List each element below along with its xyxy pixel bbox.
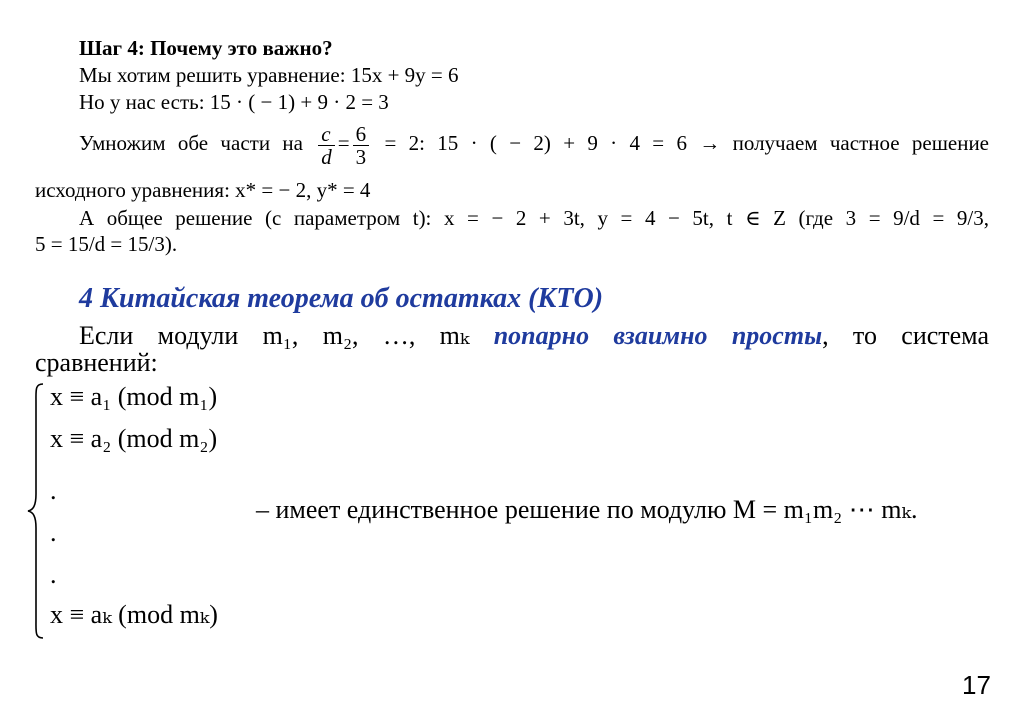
- ellipsis-dot-1: .: [50, 476, 57, 505]
- ellipsis-dot-3: .: [50, 560, 57, 589]
- multiply-line-prefix: Умножим обе части на: [79, 131, 303, 155]
- particular-solution-line: исходного уравнения: x* = − 2, y* = 4: [35, 178, 371, 202]
- multiply-line-rest: = 2: 15 · ( − 2) + 9 · 4 = 6 → получаем частное решение: [384, 131, 989, 155]
- ellipsis-dot-2: .: [50, 518, 57, 547]
- fraction-numerator: 6: [353, 123, 370, 146]
- coprime-highlight: попарно взаимно просты: [493, 321, 823, 350]
- system-brace-icon: [26, 382, 46, 640]
- equals-sign: =: [337, 131, 350, 155]
- fraction-numerator: c: [318, 123, 335, 146]
- page-number: 17: [962, 670, 991, 700]
- multiply-line: [79, 118, 989, 168]
- section-title: 4 Китайская теорема об остатках (КТО): [79, 283, 604, 314]
- crt-intro-suffix: , то система: [822, 321, 989, 350]
- general-solution-line-end: 5 = 15/d = 15/3).: [35, 232, 178, 256]
- crt-intro-prefix: Если модули m₁, m₂, …, mₖ: [79, 321, 470, 350]
- step-title: Шаг 4: Почему это важно?: [79, 36, 333, 60]
- goal-equation-line: Мы хотим решить уравнение: 15x + 9y = 6: [79, 63, 459, 87]
- fraction-denominator: d: [321, 144, 332, 169]
- crt-intro-line-2: сравнений:: [35, 348, 158, 377]
- congruence-row-1: x ≡ a₁ (mod m₁): [50, 382, 218, 411]
- general-solution-line: А общее решение (с параметром t): x = − 2 + 3t, y = 4 − 5t, t ∈ Z (где 3 = 9/d = 9/3,: [79, 206, 989, 230]
- congruence-row-k: x ≡ aₖ (mod mₖ): [50, 600, 218, 629]
- crt-conclusion: – имеет единственное решение по модулю M = m₁m₂ ⋯ mₖ.: [256, 495, 918, 524]
- crt-intro-line: [79, 320, 989, 352]
- fraction-denominator: 3: [355, 144, 367, 169]
- fraction-c-over-d: [318, 123, 335, 168]
- known-solution-line: Но у нас есть: 15 · ( − 1) + 9 · 2 = 3: [79, 90, 389, 114]
- fraction-6-over-3: [353, 123, 370, 168]
- congruence-row-2: x ≡ a₂ (mod m₂): [50, 424, 218, 453]
